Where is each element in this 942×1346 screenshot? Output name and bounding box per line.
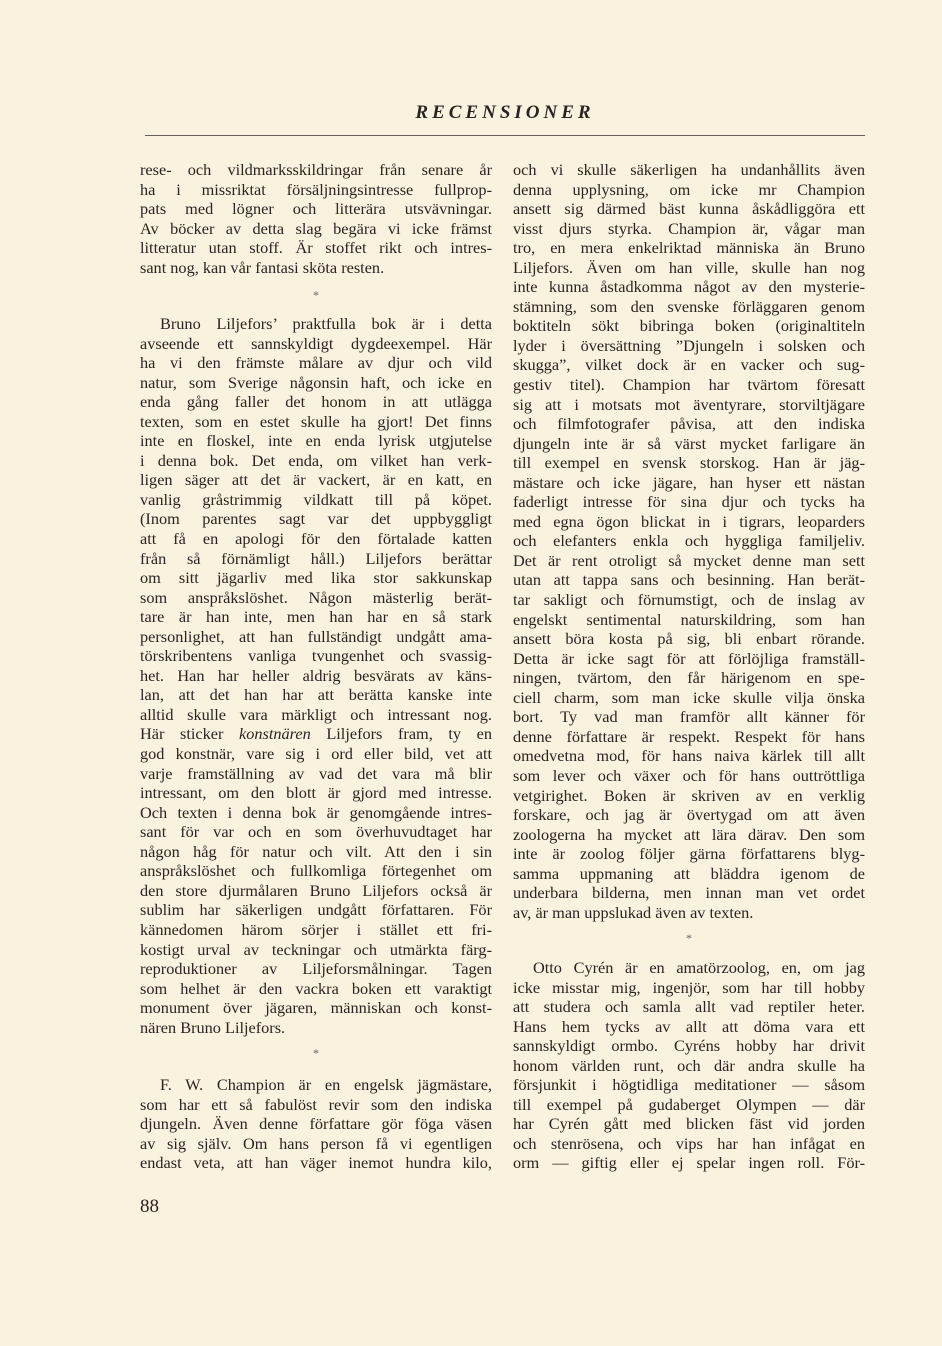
paragraph: [140, 160, 492, 277]
text-segment: Här sticker: [140, 724, 239, 744]
text-line: lyder i översättning ”Djungeln i solsken och: [513, 335, 865, 355]
text-line: F. W. Champion är en engelsk jägmästare,: [160, 1075, 492, 1094]
text-line: som anspråkslöshet. Någon mästerlig berät-: [140, 587, 492, 607]
text-line: utan att tappa sans och besinning. Han berät-: [513, 570, 865, 590]
text-line: någon håg för natur och vilt. Att den i sin: [140, 841, 492, 861]
text-line: tro, en mera enkelriktad människa än Bruno: [513, 238, 865, 258]
text-line: som lever och växer och för hans outtröttliga: [513, 765, 865, 785]
text-line: och filmfotografer påvisa, att den indiska: [513, 414, 865, 434]
text-line: forskare, och jag är övertygad om att även: [513, 805, 865, 825]
text-line: boktiteln sökt bibringa boken (originaltiteln: [513, 316, 865, 336]
text-line: sant nog, kan vår fantasi sköta resten.: [140, 257, 385, 277]
text-line: intressant, om den blott är gjord med intresse.: [140, 783, 492, 803]
text-line: icke misstar mig, ingenjör, som har till hobby: [513, 977, 865, 997]
paragraph: [140, 1075, 492, 1173]
text-line: tar sakligt och förnumstigt, och de inslag av: [513, 590, 865, 610]
text-line: denne författare är respekt. Respekt för hans: [513, 726, 865, 746]
text-line: personlighet, att han fullständigt undgått ama-: [140, 626, 492, 646]
text-line: texten, som en estet skulle ha gjort! Det finns: [140, 411, 492, 431]
text-line: tare är han inte, men han har en så stark: [140, 607, 492, 627]
section-header: RECENSIONER: [415, 102, 595, 123]
text-line: Av böcker av detta slag begära vi icke främst: [140, 218, 492, 238]
text-line: ha vi den främste målare av djur och vild: [140, 353, 492, 373]
text-line: litteratur utan stoff. Är stoffet rikt och intres-: [140, 238, 492, 258]
text-line: från så förnämligt håll.) Liljefors berättar: [140, 548, 492, 568]
text-line: som helhet är den vackra boken ett varaktigt: [140, 978, 492, 998]
text-line: anspråkslöshet och fullkomliga förtegenhet om: [140, 861, 492, 881]
text-line: visst djurs styrka. Champion är, vågar man: [513, 218, 865, 238]
text-line: djungeln inte är så värst mycket farligare än: [513, 433, 865, 453]
text-line: sant för var och en som överhuvudtaget har: [140, 822, 492, 842]
text-line: denna upplysning, om icke mr Champion: [513, 179, 865, 199]
text-line: inte en floskel, inte en enda lyrisk utgjutelse: [140, 431, 492, 451]
text-line: har Cyrén gått med blicken fäst vid jorden: [513, 1114, 865, 1134]
text-line: kännedomen härom sörjer i stället ett fri-: [140, 919, 492, 939]
text-line: avseende ett sannskyldigt dygdeexempel. Här: [140, 333, 492, 353]
text-line: endast veta, att han väger inemot hundra kilo,: [140, 1153, 492, 1173]
text-line: engelskt sentimental naturskildring, som han: [513, 609, 865, 629]
text-line: till exempel på gudaberget Olympen — där: [513, 1094, 865, 1114]
paragraph: [513, 958, 865, 1173]
text-line: sig att i motsats mot äventyrare, storviltjägare: [513, 394, 865, 414]
text-line: och vi skulle säkerligen ha undanhållits även: [513, 160, 865, 179]
text-line: Liljefors. Även om han ville, skulle han nog: [513, 257, 865, 277]
paragraph: [140, 314, 492, 1037]
text-line: ansett sig därmed bäst kunna åskådliggöra ett: [513, 199, 865, 219]
italic-emphasis: konstnären: [238, 724, 311, 744]
text-line: stämning, som den svenske förläggaren genom: [513, 296, 865, 316]
text-line: djungeln. Även denne författare gör föga väsen: [140, 1114, 492, 1134]
text-line: ansett böra kosta på sig, bli enbart rörande.: [513, 629, 865, 649]
text-line: mästare och icke jägare, han hyser ett nästan: [513, 472, 865, 492]
text-line: vetgirighet. Boken är skriven av en verklig: [513, 785, 865, 805]
text-line: ligen säger att det är vackert, är en katt, en: [140, 470, 492, 490]
text-line: ciell charm, som man icke skulle vilja önska: [513, 687, 865, 707]
text-line: kostigt urval av teckningar och utmärkta färg-: [140, 939, 492, 959]
text-line: om sitt jägarliv med lika stor sakkunskap: [140, 568, 492, 588]
paragraph: [513, 160, 865, 922]
section-separator-asterisk: *: [313, 1046, 319, 1060]
text-line: zoologerna ha mycket att lära därav. Den som: [513, 824, 865, 844]
text-line: god konstnär, vare sig i ord eller bild, vet att: [140, 744, 492, 764]
text-line: alltid skulle vara märkligt och intressant nog.: [140, 704, 492, 724]
text-line: nären Bruno Liljefors.: [140, 1017, 286, 1037]
text-line: lan, att det han har att berätta kanske inte: [140, 685, 492, 705]
text-line: monument över jägaren, människan och konst-: [140, 998, 492, 1018]
text-line: orm — giftig eller ej spelar ingen roll. För-: [513, 1153, 865, 1173]
text-line: ha i missriktat försäljningsintresse fullprop-: [140, 179, 492, 199]
text-line: bort. Ty vad man framför allt känner för: [513, 707, 865, 727]
page-number: 88: [140, 1196, 159, 1217]
text-line: rese- och vildmarksskildringar från senare år: [140, 160, 492, 179]
text-line: inte är zoolog följer gärna författarens blyg-: [513, 844, 865, 864]
text-line: faderligt intresse för sina djur och tycks ha: [513, 492, 865, 512]
text-line: i denna bok. Det enda, om vilket han verk-: [140, 450, 492, 470]
text-line: het. Han har heller aldrig besvärats av käns-: [140, 665, 492, 685]
text-line: att få en apologi för den förtalade katten: [140, 529, 492, 549]
text-line: gestiv titel). Champion har tvärtom föresatt: [513, 375, 865, 395]
text-line: till exempel en svensk storskog. Han är jäg-: [513, 453, 865, 473]
text-line: enda gång faller det honom in att utlägga: [140, 392, 492, 412]
text-line: Bruno Liljefors’ praktfulla bok är i detta: [160, 314, 492, 333]
text-line: [140, 724, 492, 744]
text-line: varje framställning av vad det vara må blir: [140, 763, 492, 783]
text-line: ningen, tvärtom, den får härigenom en spe-: [513, 668, 865, 688]
text-line: Det är rent otroligt så mycket denne man sett: [513, 550, 865, 570]
text-line: och stenrösena, och vips har han infågat en: [513, 1133, 865, 1153]
text-line: den store djurmålaren Bruno Liljefors också är: [140, 880, 492, 900]
text-segment: Liljefors fram, ty en: [310, 724, 492, 744]
text-line: skugga”, vilket dock är en vacker och sug-: [513, 355, 865, 375]
text-line: sublim har säkerligen undgått författaren. För: [140, 900, 492, 920]
text-line: samma uppmaning att bläddra igenom de: [513, 863, 865, 883]
text-line: inte kunna åstadkomma något av den mysterie-: [513, 277, 865, 297]
text-line: försjunkit i högtidliga meditationer — såsom: [513, 1075, 865, 1095]
text-line: vanlig gråstrimmig vildkatt till på köpet.: [140, 489, 492, 509]
text-line: Detta är icke sagt för att förlöjliga framställ-: [513, 648, 865, 668]
text-line: törskribentens vanliga tvungenhet och svassig-: [140, 646, 492, 666]
section-separator-asterisk: *: [313, 288, 319, 302]
section-separator-asterisk: *: [686, 931, 692, 945]
text-line: omedvetna mod, för hans naiva kärlek till allt: [513, 746, 865, 766]
text-line: underbara bilderna, men innan man vet ordet: [513, 883, 865, 903]
text-line: honom världen runt, och där andra skulle ha: [513, 1055, 865, 1075]
text-line: av, är man uppslukad även av texten.: [513, 902, 754, 922]
text-line: reproduktioner av Liljeforsmålningar. Tagen: [140, 959, 492, 979]
text-line: Och texten i denna bok är genomgående intres-: [140, 802, 492, 822]
text-line: Otto Cyrén är en amatörzoolog, en, om jag: [533, 958, 865, 977]
text-line: natur, som Sverige någonsin haft, och icke en: [140, 372, 492, 392]
text-line: pats med lögner och litterära utsvävningar.: [140, 199, 492, 219]
text-line: Hans hem tycks av allt att döma vara ett: [513, 1016, 865, 1036]
text-line: sannskyldigt ormbo. Cyréns hobby har drivit: [513, 1036, 865, 1056]
header-rule: [145, 135, 865, 136]
text-line: med egna ögon blickat in i tigrars, leoparders: [513, 511, 865, 531]
text-line: (Inom parentes sagt var det uppbyggligt: [140, 509, 492, 529]
text-line: och elefanters enkla och hyggliga familjeliv.: [513, 531, 865, 551]
text-line: som har ett så fabulöst revir som den indiska: [140, 1094, 492, 1114]
text-line: av sig själv. Om hans person få vi egentligen: [140, 1133, 492, 1153]
text-line: att studera och samla allt vad reptiler heter.: [513, 997, 865, 1017]
